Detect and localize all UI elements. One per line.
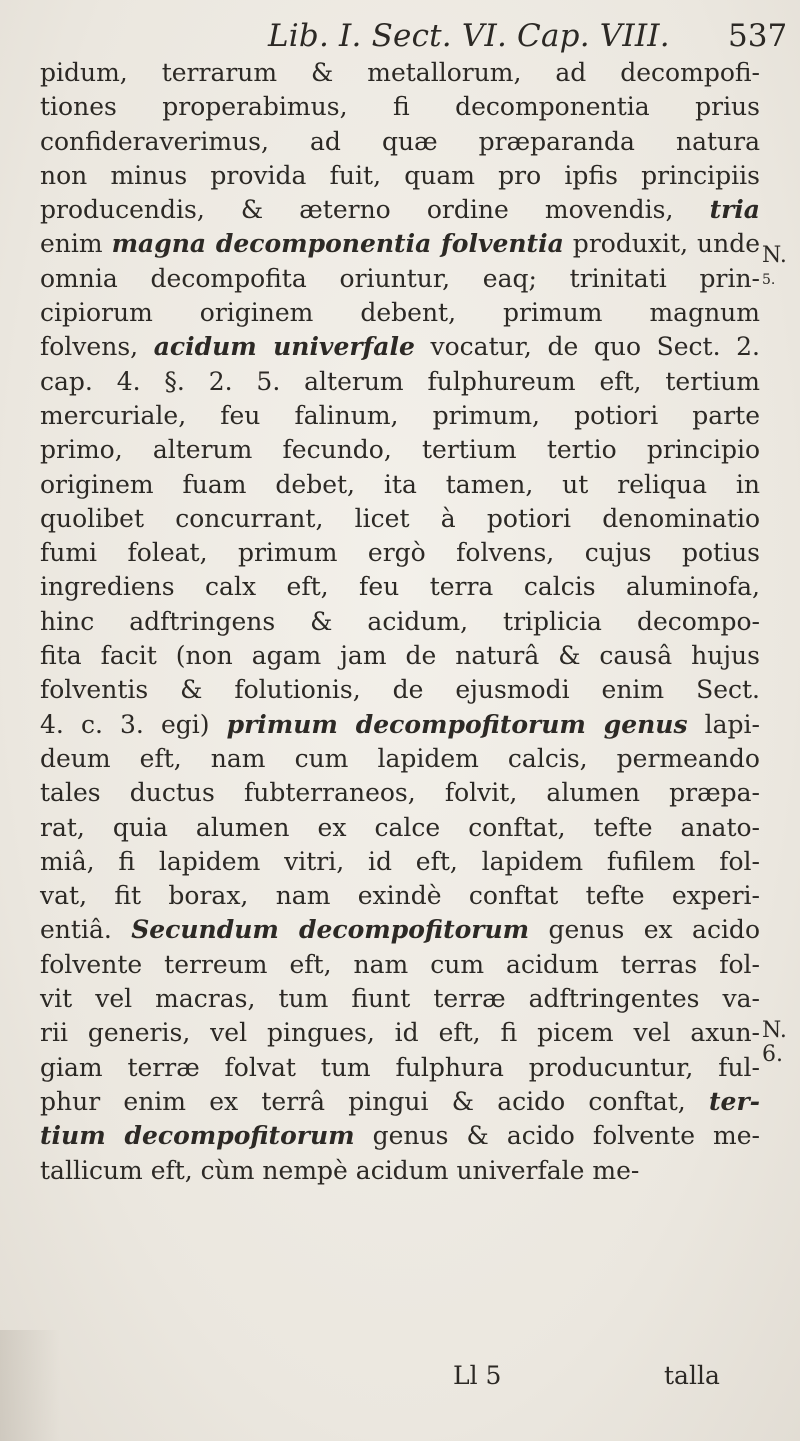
text-line bbox=[40, 399, 760, 433]
text-line bbox=[40, 468, 760, 502]
text-run: tales ductus fubterraneos, folvit, alumen præpa- bbox=[40, 778, 760, 808]
page-header bbox=[0, 14, 800, 54]
text-line bbox=[40, 1051, 760, 1085]
text-line bbox=[40, 1154, 760, 1188]
text-line bbox=[40, 948, 760, 982]
body-text bbox=[40, 56, 760, 1188]
text-run: vit vel macras, tum fiunt terræ adftringentes va- bbox=[40, 984, 760, 1014]
margin-note-n5 bbox=[762, 244, 800, 292]
text-run: lapi- bbox=[687, 709, 760, 739]
text-line bbox=[40, 570, 760, 604]
text-run: non minus provida fuit, quam pro ipfis principiis bbox=[40, 160, 760, 190]
text-run: hinc adftringens & acidum, triplicia decompo- bbox=[40, 606, 760, 636]
italic-phrase: ter- bbox=[708, 1086, 760, 1116]
text-run: produxit, unde bbox=[563, 229, 761, 259]
italic-phrase: acidum univerfale bbox=[153, 332, 415, 362]
text-line bbox=[40, 1119, 760, 1153]
text-line bbox=[40, 982, 760, 1016]
signature-mark: Ll 5 bbox=[453, 1361, 502, 1390]
text-line bbox=[40, 879, 760, 913]
text-run: cap. 4. §. 2. 5. alterum fulphureum eft, tertium bbox=[40, 366, 760, 396]
text-run: omnia decompofita oriuntur, eaq; trinitati prin- bbox=[40, 263, 760, 293]
catchword: talla bbox=[664, 1361, 720, 1390]
text-run: entiâ. bbox=[40, 915, 132, 945]
text-run: tallicum eft, cùm nempè acidum univerfale me- bbox=[40, 1155, 640, 1185]
text-run: deum eft, nam cum lapidem calcis, permeando bbox=[40, 743, 760, 773]
text-run: rat, quia alumen ex calce conftat, tefte anato- bbox=[40, 812, 760, 842]
text-run: enim bbox=[40, 229, 112, 259]
text-line bbox=[40, 193, 760, 227]
text-line bbox=[40, 639, 760, 673]
text-line bbox=[40, 536, 760, 570]
text-run: producendis, & æterno ordine movendis, bbox=[40, 195, 710, 225]
text-run: miâ, fi lapidem vitri, id eft, lapidem fufilem fol- bbox=[40, 846, 760, 876]
text-line bbox=[40, 56, 760, 90]
text-run: pidum, terrarum & metallorum, ad decompofi- bbox=[40, 58, 760, 87]
page-stain bbox=[0, 1330, 60, 1441]
margin-note-n6 bbox=[762, 1019, 800, 1067]
italic-phrase: tium decompofitorum bbox=[40, 1121, 355, 1151]
text-run: primo, alterum fecundo, tertium tertio principio bbox=[40, 435, 760, 465]
text-run: folventis & folutionis, de ejusmodi enim Sect. bbox=[40, 675, 760, 705]
text-run: fumi foleat, primum ergò folvens, cujus potius bbox=[40, 538, 760, 568]
margin-note-number: 5. bbox=[762, 272, 776, 288]
text-run: folvente terreum eft, nam cum acidum terras fol- bbox=[40, 949, 760, 979]
text-line bbox=[40, 845, 760, 879]
text-run: genus & acido folvente me- bbox=[354, 1121, 760, 1151]
text-line bbox=[40, 433, 760, 467]
text-line bbox=[40, 605, 760, 639]
text-line bbox=[40, 811, 760, 845]
page-number: 537 bbox=[728, 18, 788, 54]
margin-note-label: N. bbox=[762, 1018, 787, 1043]
text-line bbox=[40, 125, 760, 159]
italic-phrase: primum decompofitorum genus bbox=[226, 709, 688, 739]
text-run: folvens, bbox=[40, 332, 154, 362]
text-line bbox=[40, 1085, 760, 1119]
text-run: fita facit (non agam jam de naturâ & causâ hujus bbox=[40, 641, 760, 671]
text-line bbox=[40, 776, 760, 810]
text-run: cipiorum originem debent, primum magnum bbox=[40, 298, 760, 328]
running-head: Lib. I. Sect. VI. Cap. VIII. bbox=[268, 18, 670, 54]
text-run: phur enim ex terrâ pingui & acido conftat, bbox=[40, 1086, 709, 1116]
text-line bbox=[40, 227, 760, 261]
text-line bbox=[40, 1016, 760, 1050]
page-footer bbox=[0, 1361, 800, 1401]
italic-phrase: tria bbox=[709, 195, 760, 225]
text-run: genus ex acido bbox=[529, 915, 760, 945]
text-run: originem fuam debet, ita tamen, ut reliqua in bbox=[40, 469, 760, 499]
text-line bbox=[40, 913, 760, 947]
text-run: tiones properabimus, fi decomponentia prius bbox=[40, 92, 760, 122]
text-run: vocatur, de quo Sect. 2. bbox=[414, 332, 761, 362]
text-line bbox=[40, 330, 760, 364]
italic-phrase: magna decomponentia folventia bbox=[111, 229, 564, 259]
text-line bbox=[40, 296, 760, 330]
text-run: giam terræ folvat tum fulphura producuntur, ful- bbox=[40, 1052, 760, 1082]
italic-phrase: Secundum decompofitorum bbox=[131, 915, 530, 945]
text-line bbox=[40, 673, 760, 707]
margin-note-number: 6. bbox=[762, 1042, 783, 1067]
text-line bbox=[40, 502, 760, 536]
text-line bbox=[40, 90, 760, 124]
text-run: mercuriale, feu falinum, primum, potiori parte bbox=[40, 400, 760, 430]
text-line bbox=[40, 708, 760, 742]
text-run: vat, fit borax, nam exindè conftat tefte experi- bbox=[40, 881, 760, 911]
text-line bbox=[40, 159, 760, 193]
text-run: confideraverimus, ad quæ præparanda natura bbox=[40, 126, 760, 156]
text-line bbox=[40, 262, 760, 296]
text-line bbox=[40, 365, 760, 399]
text-run: ingrediens calx eft, feu terra calcis aluminofa, bbox=[40, 572, 760, 602]
text-run: quolibet concurrant, licet à potiori denominatio bbox=[40, 503, 760, 533]
text-run: 4. c. 3. egi) bbox=[40, 709, 227, 739]
text-run: rii generis, vel pingues, id eft, fi picem vel axun- bbox=[40, 1018, 760, 1048]
margin-note-label: N. bbox=[762, 243, 787, 268]
text-line bbox=[40, 742, 760, 776]
